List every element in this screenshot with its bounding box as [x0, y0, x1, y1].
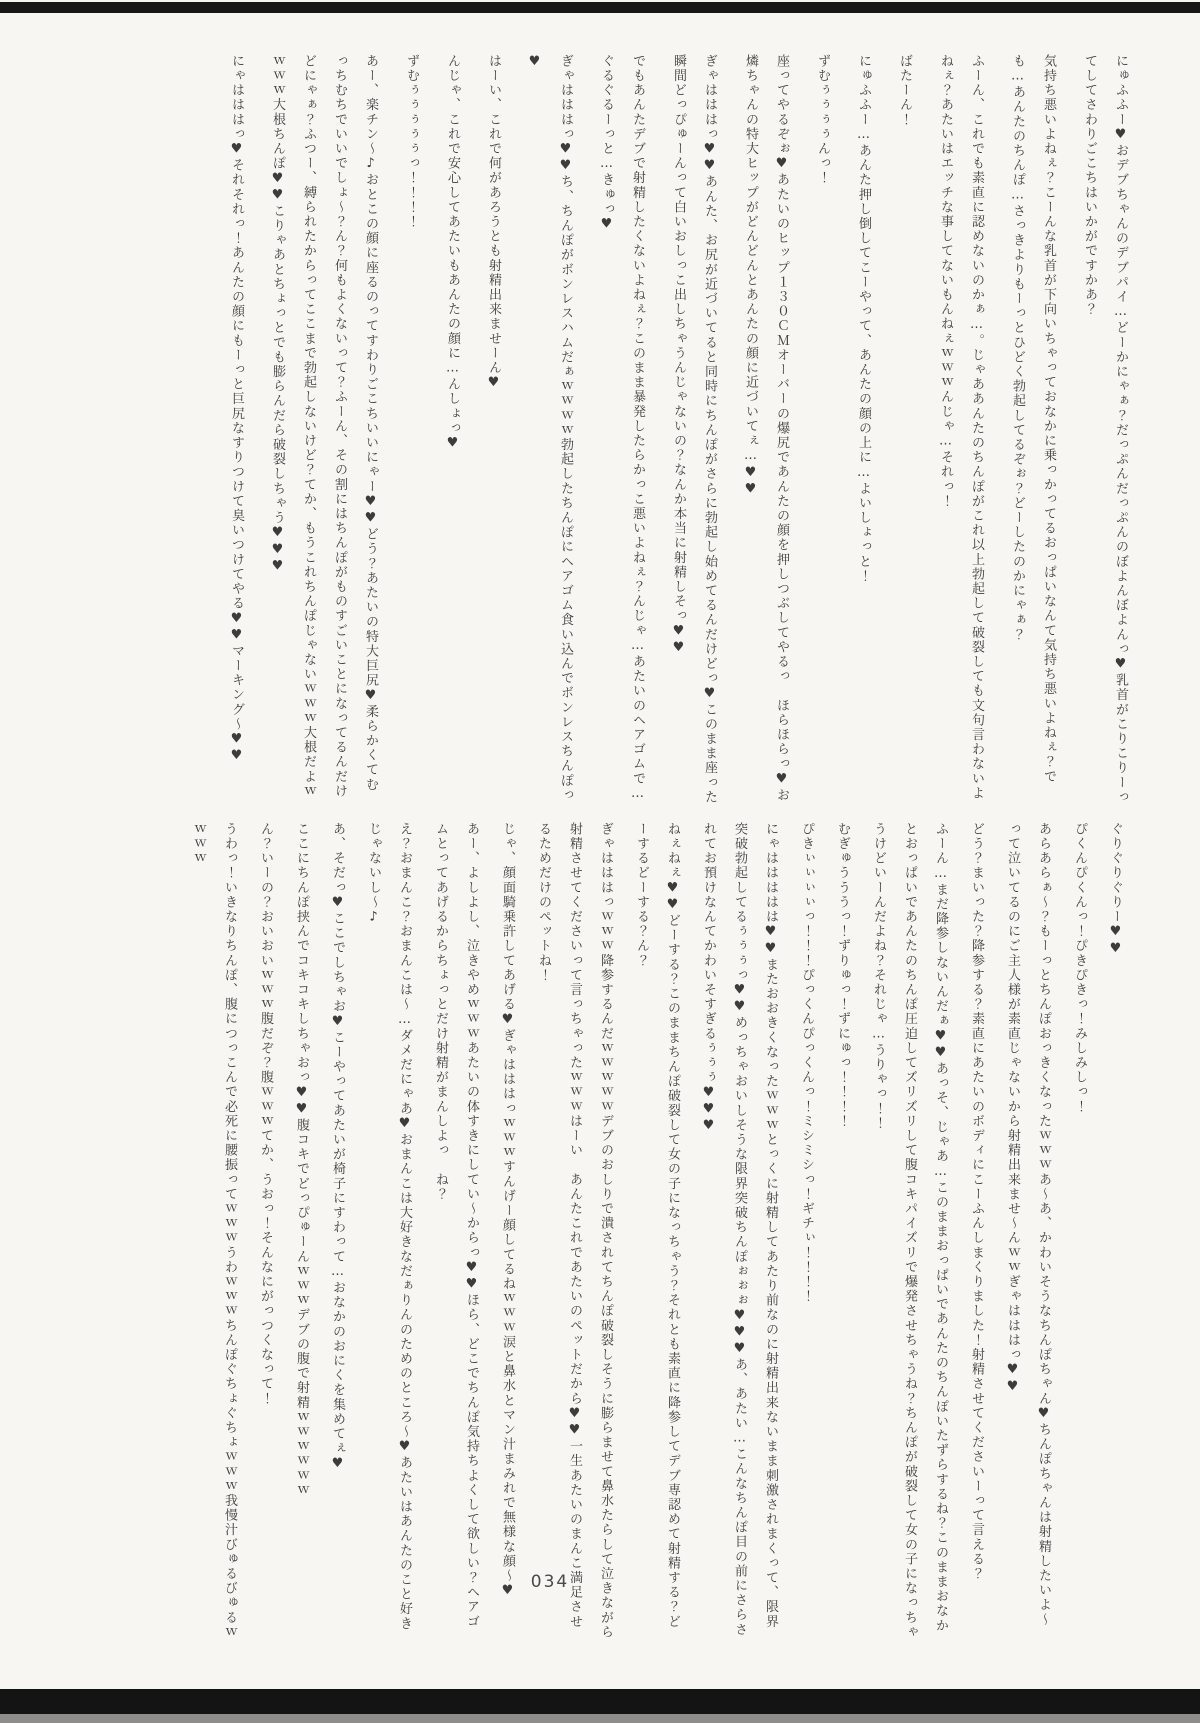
dialogue-paragraph: どう？まいった？降参する？素直にあたいのボディにこーふんしまくりました！射精させてくださいーって言える？ — [969, 822, 984, 1582]
bottom-page-edge — [0, 1714, 1200, 1723]
dialogue-paragraph: ねぇねぇ♥♥どーする？このままちんぽ破裂して女の子になっちゃう？それとも素直に降参してデブ専認めて射精する？どーするどーする？ん？ — [634, 822, 680, 1629]
sound-effect-paragraph: ぴくんぴくんっ！ぴきぴきっ！みしみしっ！ — [1072, 822, 1087, 1114]
sound-effect-paragraph: ばたーん！ — [897, 54, 912, 127]
sound-effect-paragraph: むぎゅうううっ！ずりゅっ！ずにゅっ！！！！ — [835, 822, 850, 1129]
dialogue-paragraph: ここにちんぽ挟んでコキコキしちゃおっ♥♥腹コキでどっぴゅーんｗｗｗデブの腹で射精ｗｗｗｗｗｗ — [294, 822, 309, 1498]
dialogue-paragraph: ん？いーの？おいおいｗｗｗ腹だぞ？腹ｗｗｗてか、うおっ！そんなにがっつくなって！ — [258, 822, 273, 1406]
dialogue-paragraph: じゃ、顔面騎乗許してあげる♥ぎゃはははっｗｗｗすんげー顔してるねｗｗｗ涙と鼻水とマン汁まみれで無様な顔〜♥ — [500, 822, 515, 1600]
dialogue-paragraph: でもあんたデブで射精したくないよねぇ？このまま暴発したらかっこ悪いよねぇ？んじゃ…あたいのヘアゴムで…ぐるぐるーっと…きゅっ♥ — [599, 54, 645, 803]
dialogue-paragraph: え？おまんこ？おまんこは〜…ダメだにゃあ♥おまんこは大好きなだぁりんのためのところ〜♥あたいはあんたのこと好きじゃないし〜♪ — [366, 822, 412, 1631]
dialogue-paragraph: にゅふふー…あんた押し倒してこーやって、あんたの顔の上に…よいしょっと！ — [856, 54, 871, 584]
dialogue-paragraph: にゅふふー♥おデブちゃんのデブパイ…どーかにゃぁ？だっぷんだっぷんのぼよんぼよんっ♥乳首がこりこりーってしてさわりごこちはいかがですかあ？ — [1082, 54, 1128, 805]
dialogue-paragraph: 座ってやるぞぉ♥あたいのヒップ１３０ＣＭオーバーの爆尻であんたの顔を押しつぶしてやるっ ほらほらっ♥お燐ちゃんの特大ヒップがどんどんとあんたの顔に近づいてぇ…♥♥ — [743, 54, 789, 803]
sound-effect-paragraph: ぐりぐりぐりー♥♥ — [1108, 822, 1123, 958]
page-number: 034 — [530, 1572, 570, 1592]
dialogue-paragraph: んじゃ、これで安心してあたいもあんたの顔に…んしょっ♥ — [445, 54, 460, 453]
dialogue-paragraph: にゃはははっ♥それそれっ！あんたの顔にもーっと巨尻なすりつけて臭いつけてやる♥♥マーキング〜♥♥ — [229, 54, 244, 765]
dialogue-paragraph: あらあらぁ〜？もーっとちんぽおっきくなったｗｗｗあ〜あ、かわいそうなちんぽちゃん♥ちんぽちゃんは射精したいよ〜って泣いてるのにご主人様が素直じゃないから射精出来ませ〜んｗｗぎゃはははっ♥♥ — [1005, 822, 1051, 1627]
sound-effect-paragraph: ずむぅぅぅぅぅっ！！！！ — [404, 54, 419, 230]
dialogue-paragraph: ふーん…まだ降参しないんだぁ♥♥あっそ、じゃあ…このままおっぱいであんたのちんぽいたずらするね？このままおなかとおっぱいであんたのちんぽ圧迫してズリズリして腹コキパイズリで爆発させちゃうね？ちんぽが破裂して女の子になっちゃうけどいーんだよね？それじゃ…うりゃっ！！ — [871, 822, 948, 1640]
dialogue-paragraph: うわっ！いきなりちんぽ、腹につっこんで必死に腰振ってｗｗｗうわｗｗｗちんぽぐちょぐちょｗｗｗ我慢汁びゅるびゅるｗｗｗｗ — [191, 822, 237, 1640]
dialogue-paragraph: にゃははははは♥♥またおおきくなったｗｗｗとっくに射精してあたり前なのに射精出来ないまま刺激されまくって、限界突破勃起してるぅぅぅっ♥♥めっちゃおいしそうな限界突破ちんぽぉぉぉ♥♥♥あ、あたい…こんなちんぽ目の前にさらされてお預けなんてかわいそすぎるぅぅぅ♥♥♥ — [701, 822, 778, 1637]
dialogue-paragraph: あー、よしよし、泣きやめｗｗｗあたいの体すきにしてい〜からっ♥♥ほら、どこでちんぽ気持ちよくして欲しい？ヘアゴムとってあげるからちょっとだけ射精がまんしよっ ね？ — [433, 822, 479, 1629]
top-text-block — [211, 54, 1136, 806]
dialogue-paragraph: ぎゃはははっ♥♥ち、ちんぽがボンレスハムだぁｗｗｗｗ勃起したちんぽにヘアゴム食い込んでボンレスちんぽっ♥ — [527, 54, 573, 803]
top-border-bar — [0, 2, 1200, 13]
dialogue-paragraph: ふーん、これでも素直に認めないのかぁ…。じゃああんたのちんぽがこれ以上勃起して破裂しても文句言わないよねぇ？あたいはエッチな事してないもんねぇｗｗｗんじゃ…それっ！ — [938, 54, 984, 801]
dialogue-paragraph: ぎゃはははっ♥♥あんた、お尻が近づいてると同時にちんぽがさらに勃起し始めてるんだけどっ♥このまま座った瞬間どっぴゅーんって白いおしっこ出しちゃうんじゃないの？なんか本当に射精しそっ♥♥ — [671, 54, 717, 805]
bottom-text-block — [178, 822, 1136, 1640]
dialogue-paragraph: あ、そだっ♥ここでしちゃお♥こーやってあたいが椅子にすわって…おなかのおにくを集めてぇ♥ — [330, 822, 345, 1473]
bottom-border-bar — [0, 1689, 1200, 1714]
dialogue-paragraph: はーい、これで何があろうとも射精出来ませーん♥ — [486, 54, 501, 392]
sound-effect-paragraph: ずむぅぅぅぅんっ！ — [815, 54, 830, 186]
dialogue-paragraph: 気持ち悪いよねぇ？こーんな乳首が下向いちゃっておなかに乗っかってるおっぱいなんて気持ち悪いよねぇ？でも…あんたのちんぽ…さっきよりもーっとひどく勃起してるぞぉ？どーしたのかにゃぁ？ — [1010, 54, 1056, 784]
dialogue-paragraph: ぎゃはははっｗｗｗ降参するんだｗｗｗｗｗデブのおしりで潰されてちんぽ破裂しそうに膨らませて鼻水たらして泣きながら射精させてくださいって言っちゃったｗｗｗはーい あんたこれであたいのペットだから♥♥一生あたいのまんこ満足させるためだけのペットね！ — [536, 822, 613, 1640]
dialogue-paragraph: あー、楽チン〜♪おとこの顔に座るのってすわりごこちいいにゃー♥♥どう？あたいの特大巨尻♥柔らかくてむっちむちでいいでしょ〜？ん？何もよくないって？ふーん、その割にはちんぽがものすごいことになってるんだけどにゃぁ？ふつー、縛られたからってここまで勃起しないけど？てか、もうこれちんぽじゃないｗｗｗ大根だよｗｗｗｗ大根ちんぽ♥♥こりゃあとちょっとでも膨らんだら破裂しちゃう♥♥♥ — [270, 54, 378, 799]
sound-effect-paragraph: ぴきぃぃぃぃっ！！！ぴっくんぴっくんっ！ミシミシっ！ギチぃ！！！！ — [799, 822, 814, 1304]
